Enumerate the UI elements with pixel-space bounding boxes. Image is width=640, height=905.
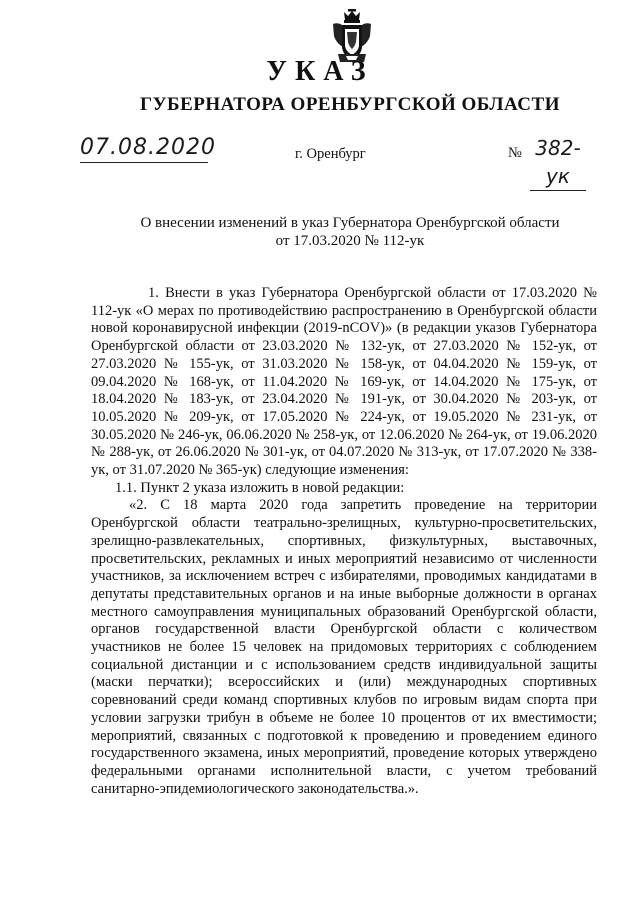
document-type-title: УКАЗ (266, 56, 374, 87)
decree-body (91, 285, 597, 798)
decree-number: 382-ук (530, 134, 586, 191)
paragraph-1: 1. Внести в указ Губернатора Оренбургской области от 17.03.2020 № 112-ук «О мерах по противодействию распространению в Оренбургской области новой коронавирусной инфекции (2019-nCOV)» (в редакции указов Губернатора Оренбургской области от 23.03.2020 № 132-ук, от 27.03.2020 № 152-ук, от 27.03.2020 № 155-ук, от 31.03.2020 № 158-ук, от 04.04.2020 № 159-ук, от 09.04.2020 № 168-ук, от 11.04.2020 № 169-ук, от 14.04.2020 № 175-ук, от 18.04.2020 № 183-ук, от 23.04.2020 № 191-ук, от 30.04.2020 № 203-ук, от 10.05.2020 № 209-ук, от 17.05.2020 № 224-ук, от 19.05.2020 № 231-ук, от 30.05.2020 № 246-ук, 06.06.2020 № 258-ук, от 12.06.2020 № 264-ук, от 19.06.2020 № 288-ук, от 26.06.2020 № 301-ук, от 04.07.2020 № 313-ук, от 17.07.2020 № 338-ук, от 31.07.2020 № 365-ук) следующие изменения: (91, 285, 597, 479)
paragraph-1-1: 1.1. Пункт 2 указа изложить в новой редакции: (115, 479, 405, 496)
decree-number-label: № (508, 145, 522, 161)
issuer-title: ГУБЕРНАТОРА ОРЕНБУРГСКОЙ ОБЛАСТИ (140, 94, 560, 115)
decree-heading-line-1: О внесении изменений в указ Губернатора Оренбургской области (140, 215, 560, 231)
decree-city: г. Оренбург (295, 146, 366, 162)
decree-heading-line-2: от 17.03.2020 № 112-ук (275, 233, 425, 249)
paragraph-quoted-clause-2: «2. С 18 марта 2020 года запретить проведение на территории Оренбургской области театрально-зрелищных, культурно-просветительских, зрелищно-развлекательных, спортивных, физкультурных, выставочных, просветительских, рекламных и иных мероприятий независимо от численности участников, за исключением встреч с избирателями, проводимых кандидатами в депутаты представительных органов и на иные выборные должности в органах местного самоуправления муниципальных образований Оренбургской области, органов государственной власти Оренбургской области с количеством участников не более 15 человек на придомовых территориях с соблюдением социальной дистанции и с использованием средств индивидуальной защиты (маски перчатки); всероссийских и (или) международных спортивных соревнований среди команд спортивных клубов по игровым видам спорта при условии загрузки трибун в объеме не более 10 процентов от их вместимости; мероприятий, связанных с подготовкой к проведению и проведением единого государственного экзамена, иных мероприятий, проведение которых утверждено федеральными органами исполнительной власти, с учетом требований санитарно-эпидемиологического законодательства.». (91, 497, 597, 797)
decree-heading (0, 214, 640, 250)
decree-date: 07.08.2020 (80, 134, 208, 163)
